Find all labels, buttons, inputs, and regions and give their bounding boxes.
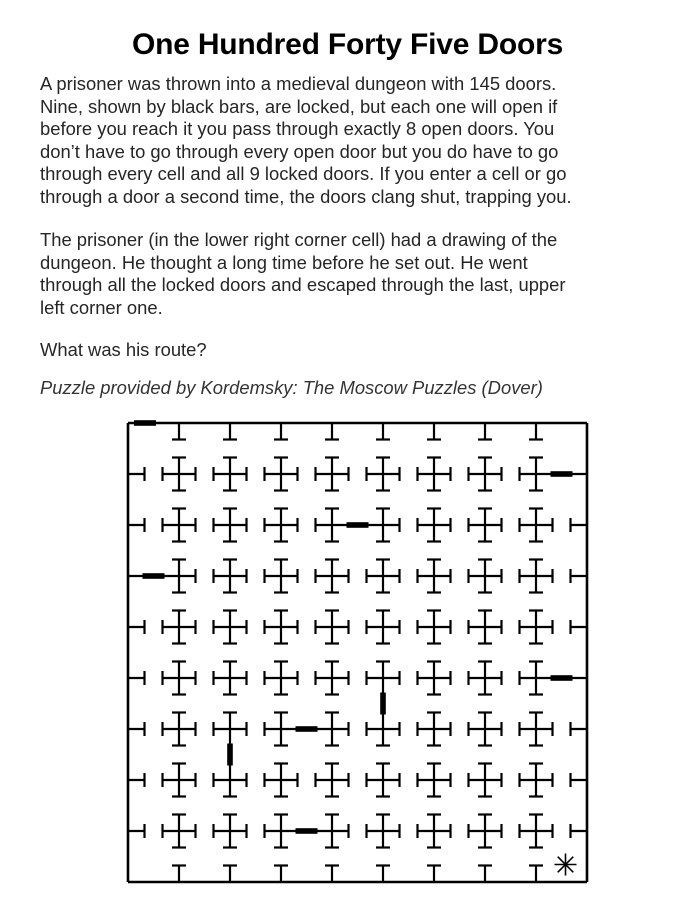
puzzle-paragraph-1 — [40, 73, 670, 209]
paragraph-line: before you reach it you pass through exactly 8 open doors. You — [40, 118, 555, 140]
paragraph-line: through a door a second time, the doors clang shut, trapping you. — [40, 185, 572, 207]
locked-doors — [134, 420, 573, 834]
locked-door-bar — [227, 744, 233, 766]
puzzle-paragraph-2 — [40, 229, 670, 319]
dungeon-map — [118, 413, 598, 893]
paragraph-line: A prisoner was thrown into a medieval dungeon with 145 doors. — [40, 73, 557, 94]
question-line: What was his route? — [40, 339, 207, 360]
locked-door-bar — [380, 693, 386, 715]
dungeon-doors — [145, 440, 571, 866]
locked-door-bar — [551, 471, 573, 477]
locked-door-bar — [551, 675, 573, 681]
locked-door-bar — [296, 726, 318, 732]
paragraph-line: through every cell and all 9 locked doors. If you enter a cell or go — [40, 163, 567, 185]
locked-door-bar — [296, 828, 318, 834]
paragraph-line: left corner one. — [40, 296, 163, 318]
paragraph-line: don’t have to go through every open door but you do have to go — [40, 140, 559, 162]
dungeon-walls — [128, 423, 587, 882]
puzzle-question — [40, 339, 670, 362]
asterisk-icon — [555, 854, 577, 876]
paragraph-line: Nine, shown by black bars, are locked, but each one will open if — [40, 95, 558, 117]
locked-door-bar — [347, 522, 369, 528]
paragraph-line: through all the locked doors and escaped through the last, upper — [40, 274, 566, 296]
locked-door-bar — [143, 573, 165, 579]
paragraph-line: The prisoner (in the lower right corner cell) had a drawing of the — [40, 229, 558, 250]
paragraph-line: dungeon. He thought a long time before he set out. He went — [40, 251, 528, 273]
page-title: One Hundred Forty Five Doors — [131, 28, 564, 61]
locked-door-bar — [134, 420, 156, 426]
puzzle-credit: Puzzle provided by Kordemsky: The Moscow Puzzles (Dover) — [40, 377, 543, 398]
